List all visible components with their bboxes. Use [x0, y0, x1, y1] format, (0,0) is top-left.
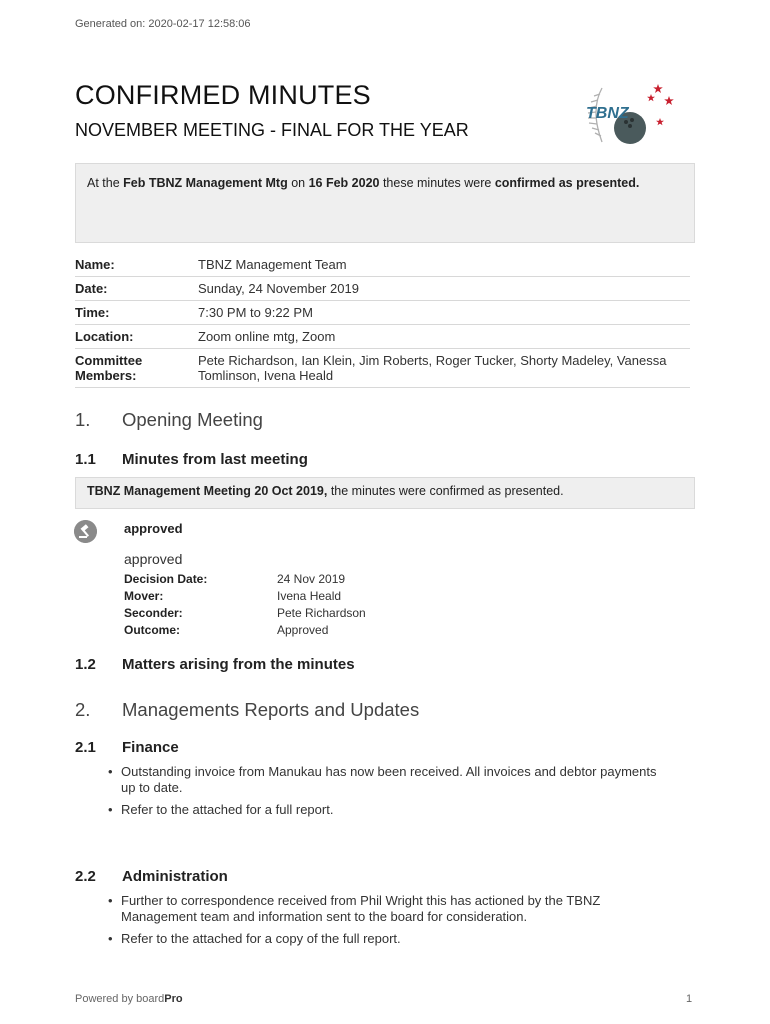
subsection-number: 1.2 — [75, 656, 96, 673]
meta-key: Time: — [75, 305, 110, 320]
meta-row-time — [75, 301, 690, 325]
logo-text: TBNZ — [586, 105, 629, 122]
list-item — [108, 802, 668, 818]
subsection-title: Finance — [122, 739, 179, 756]
decision-title: approved — [124, 521, 183, 536]
decision-row — [124, 622, 366, 639]
confirm-status: confirmed as presented. — [494, 176, 640, 190]
minutes-note — [75, 477, 695, 509]
bullet-icon: • — [108, 764, 113, 779]
confirm-text-3: these minutes were — [379, 176, 495, 190]
subsection-title: Administration — [122, 868, 228, 885]
confirm-text-2: on — [287, 176, 309, 190]
administration-bullets — [108, 893, 668, 954]
powered-by — [75, 993, 183, 1005]
meeting-details-table — [75, 253, 690, 388]
meta-key: Date: — [75, 281, 108, 296]
confirm-meeting-name: Feb TBNZ Management Mtg — [123, 176, 288, 190]
decision-value: Approved — [277, 623, 329, 637]
bullet-icon: • — [108, 802, 113, 817]
list-item — [108, 764, 668, 795]
subsection-number: 1.1 — [75, 451, 96, 468]
decision-text: approved — [124, 551, 183, 567]
meta-value: Zoom online mtg, Zoom — [198, 329, 336, 344]
bullet-icon: • — [108, 931, 113, 946]
tbnz-logo — [580, 80, 675, 155]
section-title: Managements Reports and Updates — [122, 699, 420, 720]
decision-key: Decision Date: — [124, 572, 208, 586]
decision-details — [124, 571, 366, 639]
meta-value: 7:30 PM to 9:22 PM — [198, 305, 313, 320]
section-2-2-heading — [75, 868, 228, 885]
list-item-text: Outstanding invoice from Manukau has now been received. All invoices and debtor payments up to date. — [121, 764, 657, 795]
list-item — [108, 931, 668, 947]
section-1-1-heading — [75, 451, 308, 468]
section-number: 2. — [75, 699, 91, 720]
powered-by-brand: Pro — [164, 993, 183, 1005]
decision-value: Pete Richardson — [277, 606, 366, 620]
section-number: 1. — [75, 409, 91, 430]
generated-timestamp: Generated on: 2020-02-17 12:58:06 — [75, 18, 251, 30]
page-title: CONFIRMED MINUTES — [75, 80, 371, 110]
powered-by-prefix: Powered by board — [75, 993, 165, 1005]
page-number: 1 — [686, 993, 693, 1005]
meta-row-committee — [75, 349, 690, 388]
section-2-1-heading — [75, 739, 179, 756]
decision-key: Seconder: — [124, 606, 183, 620]
decision-value: Ivena Heald — [277, 589, 342, 603]
meta-key: Location: — [75, 329, 134, 344]
meta-key: Name: — [75, 257, 115, 272]
meta-value: Sunday, 24 November 2019 — [198, 281, 359, 296]
gavel-icon — [74, 520, 97, 543]
section-title: Opening Meeting — [122, 409, 263, 430]
list-item — [108, 893, 668, 924]
list-item-text: Refer to the attached for a full report. — [121, 802, 334, 817]
meta-key: Committee Members: — [75, 353, 143, 383]
meta-row-location — [75, 325, 690, 349]
meta-row-name — [75, 253, 690, 277]
meta-value: TBNZ Management Team — [198, 257, 347, 272]
list-item-text: Further to correspondence received from Phil Wright this has actioned by the TBNZ Management team and information sent to the board for consideration. — [121, 893, 601, 924]
page-subtitle: NOVEMBER MEETING - FINAL FOR THE YEAR — [75, 120, 469, 140]
section-1-2-heading — [75, 656, 355, 673]
section-2-heading — [75, 699, 419, 721]
decision-row — [124, 571, 366, 588]
confirm-date: 16 Feb 2020 — [308, 176, 380, 190]
bullet-icon: • — [108, 893, 113, 908]
confirm-text-1: At the — [87, 176, 124, 190]
decision-row — [124, 605, 366, 622]
meta-value: Pete Richardson, Ian Klein, Jim Roberts, Roger Tucker, Shorty Madeley, Vanessa Tomlinson, Ivena Heald — [198, 353, 667, 383]
minutes-text: the minutes were confirmed as presented. — [327, 484, 564, 498]
subsection-number: 2.1 — [75, 739, 96, 756]
minutes-meeting-name: TBNZ Management Meeting 20 Oct 2019, — [87, 484, 328, 498]
meta-row-date — [75, 277, 690, 301]
decision-row — [124, 588, 366, 605]
subsection-title: Minutes from last meeting — [122, 451, 308, 468]
confirmation-notice — [75, 163, 695, 243]
decision-key: Outcome: — [124, 623, 181, 637]
section-1-heading — [75, 409, 263, 431]
finance-bullets — [108, 764, 668, 825]
decision-value: 24 Nov 2019 — [277, 572, 346, 586]
subsection-number: 2.2 — [75, 868, 96, 885]
decision-key: Mover: — [124, 589, 164, 603]
subsection-title: Matters arising from the minutes — [122, 656, 355, 673]
list-item-text: Refer to the attached for a copy of the full report. — [121, 931, 401, 946]
